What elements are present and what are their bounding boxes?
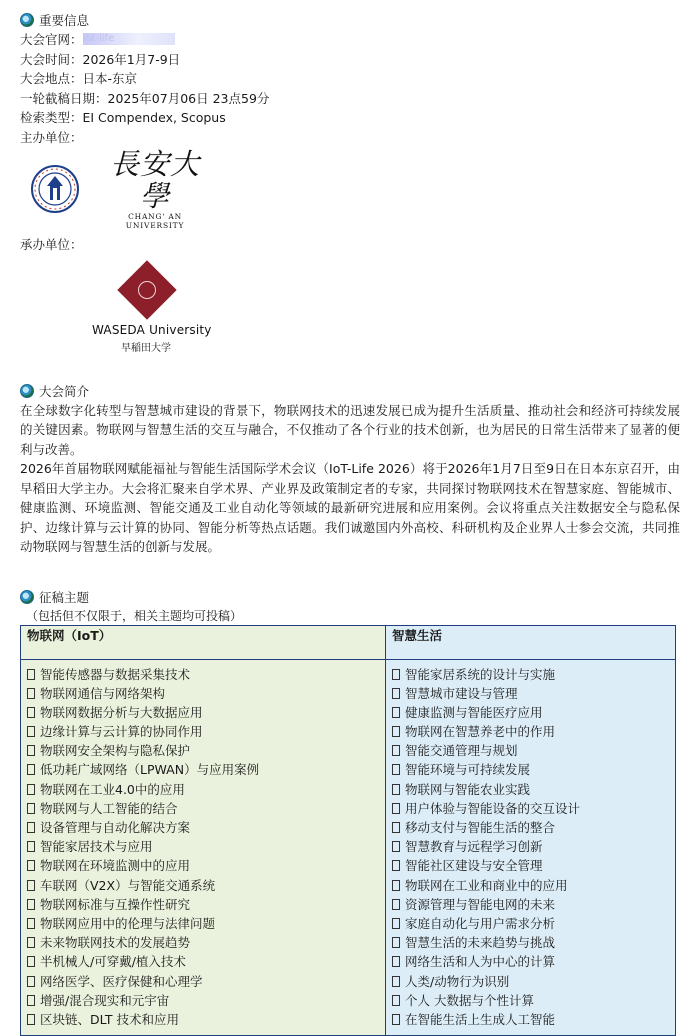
iot-topic-item [27,684,385,703]
checkbox-glyph-icon [392,956,400,967]
iot-topic-item [27,972,385,991]
checkbox-glyph-icon [27,918,35,929]
topic-text: 边缘计算与云计算的协同作用 [40,724,203,739]
changan-name-en: CHANG' AN UNIVERSITY [100,212,210,230]
checkbox-glyph-icon [27,1014,35,1025]
iot-topic-item [27,876,385,895]
iot-topic-item [27,933,385,952]
topic-text: 车联网（V2X）与智能交通系统 [40,878,215,893]
smart-life-topic-item [392,876,675,895]
checkbox-glyph-icon [27,784,35,795]
sponsor-label: 主办单位： [20,128,680,148]
smart-life-topic-item [392,684,675,703]
iot-topic-item [27,952,385,971]
checkbox-glyph-icon [27,860,35,871]
topic-text: 物联网在工业4.0中的应用 [40,782,185,797]
smart-life-topic-item [392,895,675,914]
iot-topic-item [27,799,385,818]
iot-topic-item [27,722,385,741]
smart-life-topic-item [392,1010,675,1029]
important-info-heading [20,10,680,30]
checkbox-glyph-icon [27,841,35,852]
smart-life-topic-item [392,760,675,779]
waseda-name-en: WASEDA University [92,323,212,337]
topic-text: 物联网标准与互操作性研究 [40,897,190,912]
organizer-label: 承办单位： [20,235,680,255]
checkbox-glyph-icon [392,764,400,775]
smart-life-topic-item [392,952,675,971]
smart-life-topic-item [392,799,675,818]
checkbox-glyph-icon [392,1014,400,1025]
smart-life-topic-item [392,972,675,991]
intro-title: 大会简介 [39,382,89,400]
checkbox-glyph-icon [392,688,400,699]
checkbox-glyph-icon [392,995,400,1006]
topic-text: 物联网在智慧养老中的作用 [405,724,555,739]
checkbox-glyph-icon [392,860,400,871]
topic-text: 个人 大数据与个性计算 [405,993,534,1008]
checkbox-glyph-icon [27,803,35,814]
important-info-title: 重要信息 [39,11,89,29]
checkbox-glyph-icon [27,995,35,1006]
topic-text: 低功耗广域网络（LPWAN）与应用案例 [40,762,259,777]
topics-heading [20,587,680,607]
topics-title: 征稿主题 [39,588,89,606]
checkbox-glyph-icon [392,669,400,680]
checkbox-glyph-icon [392,745,400,756]
changan-logo [20,153,680,225]
topic-text: 用户体验与智能设备的交互设计 [405,801,580,816]
iot-topic-item [27,741,385,760]
iot-column-header: 物联网（IoT） [21,625,386,659]
submission-deadline: 一轮截稿日期：2025年07月06日 23点59分 [20,89,680,109]
smart-life-topic-item [392,741,675,760]
iot-topic-item [27,703,385,722]
smart-life-topic-item [392,856,675,875]
topics-table-header [21,625,676,659]
topic-text: 智能交通管理与规划 [405,743,518,758]
checkbox-glyph-icon [27,669,35,680]
conference-venue: 大会地点：日本-东京 [20,69,680,89]
smart-life-topic-item [392,703,675,722]
website-line [20,30,680,50]
topic-text: 网络医学、医疗保健和心理学 [40,974,203,989]
iot-topic-item [27,665,385,684]
topic-text: 物联网安全架构与隐私保护 [40,743,190,758]
topic-text: 资源管理与智能电网的未来 [405,897,555,912]
index-type: 检索类型：EI Compendex, Scopus [20,108,680,128]
smart-life-column-header: 智慧生活 [386,625,676,659]
checkbox-glyph-icon [392,976,400,987]
checkbox-glyph-icon [27,688,35,699]
iot-topics-list [21,659,386,1036]
topic-text: 健康监测与智能医疗应用 [405,705,543,720]
conference-time: 大会时间：2026年1月7-9日 [20,50,680,70]
checkbox-glyph-icon [392,803,400,814]
iot-topic-item [27,895,385,914]
checkbox-glyph-icon [27,880,35,891]
topics-table-row [21,659,676,1036]
globe-icon [20,13,34,27]
iot-topic-item [27,837,385,856]
globe-icon [20,384,34,398]
iot-topic-item [27,856,385,875]
topic-text: 设备管理与自动化解决方案 [40,820,190,835]
topic-text: 智能传感器与数据采集技术 [40,667,190,682]
checkbox-glyph-icon [27,707,35,718]
iot-topic-item [27,914,385,933]
smart-life-topic-item [392,933,675,952]
topics-table [20,625,676,1036]
website-link[interactable]: iot-life [83,33,175,45]
topic-text: 移动支付与智能生活的整合 [405,820,555,835]
topic-text: 半机械人/可穿戴/植入技术 [40,954,186,969]
page-content [20,10,680,1036]
intro-paragraph-1: 在全球数字化转型与智慧城市建设的背景下，物联网技术的迅速发展已成为提升生活质量、推动社会和经济可持续发展的关键因素。物联网与智慧生活的交互与融合，不仅推动了各个行业的技术创新，也为居民的日常生活带来了显著的便利与改善。 [20,401,680,460]
topic-text: 智能家居技术与应用 [40,839,153,854]
intro-heading [20,381,680,401]
waseda-name-cn: 早稲田大学 [121,339,171,354]
checkbox-glyph-icon [392,841,400,852]
checkbox-glyph-icon [392,880,400,891]
topic-text: 未来物联网技术的发展趋势 [40,935,190,950]
topic-text: 物联网应用中的伦理与法律问题 [40,916,215,931]
checkbox-glyph-icon [392,707,400,718]
topic-text: 人类/动物行为识别 [405,974,509,989]
checkbox-glyph-icon [27,956,35,967]
topic-text: 智慧城市建设与管理 [405,686,518,701]
iot-topic-item [27,760,385,779]
checkbox-glyph-icon [392,918,400,929]
smart-life-topic-item [392,818,675,837]
smart-life-topics-list [386,659,676,1036]
topic-text: 智能环境与可持续发展 [405,762,530,777]
changan-seal-icon [30,164,80,214]
topic-text: 物联网数据分析与大数据应用 [40,705,203,720]
topic-text: 物联网与智能农业实践 [405,782,530,797]
checkbox-glyph-icon [27,899,35,910]
iot-topic-item [27,991,385,1010]
website-label: 大会官网： [20,32,83,47]
smart-life-topic-item [392,722,675,741]
smart-life-topic-item [392,991,675,1010]
topic-text: 区块链、DLT 技术和应用 [40,1012,179,1027]
topic-text: 家庭自动化与用户需求分析 [405,916,555,931]
checkbox-glyph-icon [27,937,35,948]
checkbox-glyph-icon [392,822,400,833]
iot-topic-item [27,780,385,799]
smart-life-topic-item [392,665,675,684]
checkbox-glyph-icon [27,726,35,737]
intro-paragraph-2: 2026年首届物联网赋能福祉与智能生活国际学术会议（IoT-Life 2026）将于2026年1月7日至9日在日本东京召开，由早稻田大学主办。大会将汇聚来自学术界、产业界及政策制定者的专家，共同探讨物联网技术在智慧家庭、智能城市、健康监测、环境监测、智能交通及工业自动化等领域的最新研究进展和应用案例。会议将重点关注数据安全与隐私保护、边缘计算与云计算的协同、智能分析等热点话题。我们诚邀国内外高校、科研机构及企业界人士参会交流，共同推动物联网与智慧生活的创新与发展。 [20,459,680,557]
changan-wordmark [100,148,210,230]
checkbox-glyph-icon [27,976,35,987]
topic-text: 物联网通信与网络架构 [40,686,165,701]
globe-icon [20,590,34,604]
checkbox-glyph-icon [392,784,400,795]
topic-text: 物联网与人工智能的结合 [40,801,178,816]
topic-text: 增强/混合现实和元宇宙 [40,993,169,1008]
checkbox-glyph-icon [392,726,400,737]
checkbox-glyph-icon [27,764,35,775]
checkbox-glyph-icon [27,822,35,833]
topic-text: 网络生活和人为中心的计算 [405,954,555,969]
checkbox-glyph-icon [392,937,400,948]
topic-text: 在智能生活上生成人工智能 [405,1012,555,1027]
checkbox-glyph-icon [392,899,400,910]
topic-text: 智慧教育与远程学习创新 [405,839,543,854]
smart-life-topic-item [392,780,675,799]
checkbox-glyph-icon [27,745,35,756]
topic-text: 物联网在环境监测中的应用 [40,858,190,873]
iot-topic-item [27,818,385,837]
iot-topic-item [27,1010,385,1029]
waseda-logo [20,255,680,351]
topic-text: 物联网在工业和商业中的应用 [405,878,568,893]
smart-life-topic-item [392,914,675,933]
topics-note: （包括但不仅限于，相关主题均可投稿） [26,607,680,625]
smart-life-topic-item [392,837,675,856]
topic-text: 智能社区建设与安全管理 [405,858,543,873]
changan-name-cn: 長安大學 [100,148,210,212]
topic-text: 智慧生活的未来趋势与挑战 [405,935,555,950]
topic-text: 智能家居系统的设计与实施 [405,667,555,682]
